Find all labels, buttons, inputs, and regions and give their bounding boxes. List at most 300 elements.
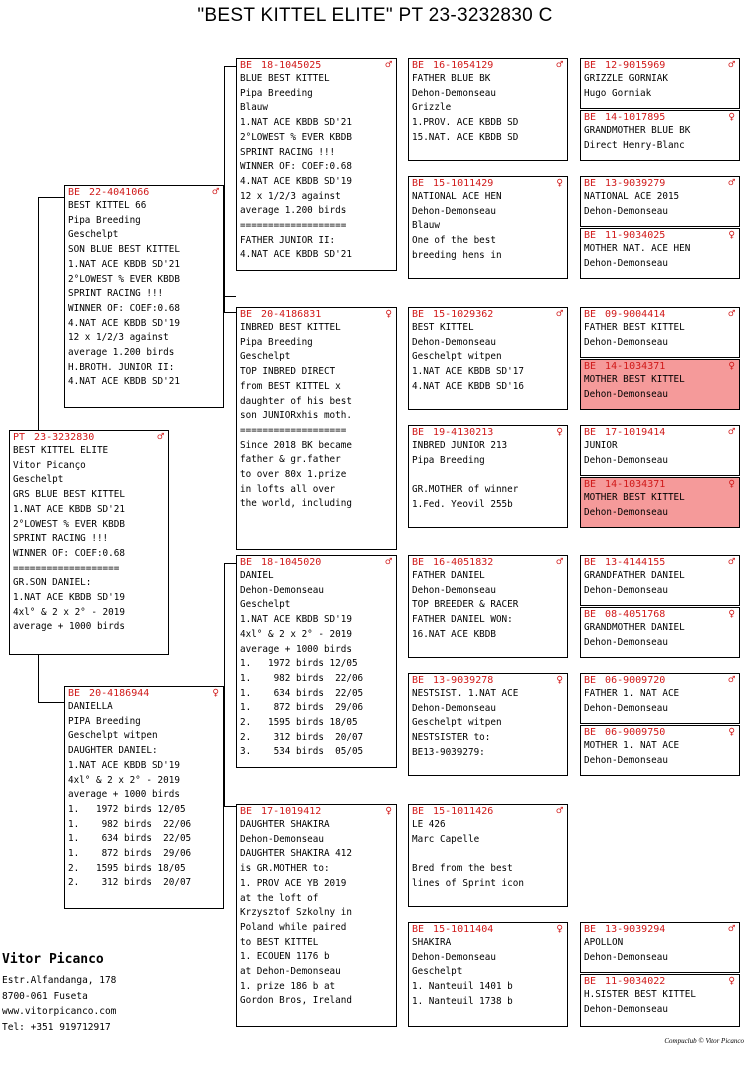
male-icon: ♂ — [556, 804, 563, 817]
card-line: FATHER BLUE BK — [412, 73, 491, 84]
card-line: 4.NAT ACE KBDB SD'21 — [68, 376, 180, 388]
male-icon: ♂ — [157, 430, 164, 443]
card-line: 2. 312 birds 20/07 — [68, 877, 192, 889]
card-line: 1. 1972 birds 12/05 — [240, 658, 358, 670]
card-line: at Dehon-Demonseau — [240, 966, 341, 978]
card-line: 4.NAT ACE KBDB SD'16 — [412, 380, 524, 392]
card-line: Dehon-Demonseau — [412, 87, 496, 99]
pigeon-card-g5[interactable] — [580, 673, 740, 724]
country-code: BE — [584, 309, 597, 320]
pigeon-card-fmf[interactable] — [408, 307, 568, 410]
card-header — [581, 556, 739, 569]
male-icon: ♂ — [728, 922, 735, 935]
card-line: Dehon-Demonseau — [584, 336, 668, 348]
card-line: FATHER DANIEL — [412, 570, 485, 581]
card-line: WINNER OF: COEF:0.68 — [240, 161, 352, 173]
card-line: Dehon-Demonseau — [584, 506, 668, 518]
ring-number: 19-4130213 — [433, 427, 494, 438]
pigeon-card-mother[interactable] — [64, 686, 224, 909]
ring-number: 18-1045025 — [261, 60, 322, 71]
pigeon-card-mmm[interactable] — [408, 922, 568, 1027]
pigeon-card-g5[interactable] — [580, 176, 740, 227]
card-line: Grizzle — [412, 102, 452, 114]
ring-number: 22-4041066 — [89, 187, 150, 198]
ring-number: 14-1034371 — [605, 479, 666, 490]
card-line: 2. 312 birds 20/07 — [240, 731, 364, 743]
card-line: PIPA Breeding — [68, 715, 141, 727]
pigeon-card-g5[interactable] — [580, 110, 740, 161]
connector-line — [224, 563, 236, 564]
card-line: NATIONAL ACE HEN — [412, 191, 502, 202]
ring-number: 23-3232830 — [34, 432, 95, 443]
card-body — [409, 439, 567, 513]
card-line: Dehon-Demonseau — [584, 754, 668, 766]
connector-line — [224, 66, 225, 312]
card-header — [581, 975, 739, 988]
ring-number: 13-9039294 — [605, 924, 666, 935]
pigeon-card-g5-highlighted[interactable] — [580, 477, 740, 528]
card-body — [581, 687, 739, 716]
card-line: 1.NAT ACE KBDB SD'19 — [13, 592, 125, 604]
card-line: NATIONAL ACE 2015 — [584, 191, 680, 202]
card-body — [237, 818, 396, 1009]
card-header — [237, 805, 396, 818]
country-code: BE — [240, 557, 253, 568]
card-line: from BEST KITTEL x — [240, 380, 341, 392]
card-line: BLUE BEST KITTEL — [240, 73, 330, 84]
pigeon-card-mmf[interactable] — [408, 804, 568, 907]
card-line: WINNER OF: COEF:0.68 — [13, 547, 125, 559]
pigeon-card-g5-highlighted[interactable] — [580, 359, 740, 410]
card-line: Geschelpt — [412, 966, 463, 978]
card-line: GRANDFATHER DANIEL — [584, 570, 685, 581]
pigeon-card-fmm[interactable] — [408, 425, 568, 528]
card-body — [581, 321, 739, 350]
card-line: 1.NAT ACE KBDB SD'21 — [13, 503, 125, 515]
card-line: SHAKIRA — [412, 937, 452, 948]
ring-number: 16-1054129 — [433, 60, 494, 71]
owner-postal: 8700-061 Fuseta — [2, 990, 88, 1002]
card-line: MOTHER BEST KITTEL — [584, 374, 685, 385]
card-line: 4.NAT ACE KBDB SD'19 — [68, 317, 180, 329]
card-line: Dehon-Demonseau — [240, 833, 324, 845]
card-line: FATHER JUNIOR II: — [240, 234, 336, 246]
card-header — [409, 177, 567, 190]
country-code: BE — [584, 479, 597, 490]
female-icon: ♀ — [556, 176, 563, 189]
connector-line — [224, 806, 236, 807]
pigeon-card-mm[interactable] — [236, 804, 397, 1027]
card-line: 1.PROV. ACE KBDB SD — [412, 117, 519, 129]
female-icon: ♀ — [728, 477, 735, 490]
country-code: BE — [412, 178, 425, 189]
pigeon-card-g5[interactable] — [580, 228, 740, 279]
male-icon: ♂ — [385, 58, 392, 71]
pigeon-card-g5[interactable] — [580, 307, 740, 358]
card-body — [581, 373, 739, 402]
card-line: Dehon-Demonseau — [412, 702, 496, 714]
card-line: INBRED JUNIOR 213 — [412, 440, 508, 451]
card-line: Dehon-Demonseau — [584, 388, 668, 400]
ring-number: 20-4186831 — [261, 309, 322, 320]
card-line — [412, 468, 567, 483]
card-line: Dehon-Demonseau — [584, 205, 668, 217]
male-icon: ♂ — [556, 555, 563, 568]
card-line: 1.NAT ACE KBDB SD'17 — [412, 366, 524, 378]
ring-number: 20-4186944 — [89, 688, 150, 699]
country-code: BE — [412, 806, 425, 817]
country-code: BE — [584, 178, 597, 189]
female-icon: ♀ — [385, 307, 392, 320]
card-line: 1. Nanteuil 1738 b — [412, 995, 513, 1007]
card-line: SON BLUE BEST KITTEL — [68, 244, 180, 256]
card-line: GRS BLUE BEST KITTEL — [13, 489, 125, 501]
card-body — [409, 687, 567, 761]
country-code: PT — [13, 432, 26, 443]
card-body — [409, 190, 567, 264]
pigeon-card-g5[interactable] — [580, 58, 740, 109]
card-body — [581, 439, 739, 468]
card-line: 1. 634 birds 22/05 — [240, 687, 364, 699]
card-line: 12 x 1/2/3 against — [68, 332, 169, 344]
card-line: Geschelpt witpen — [412, 351, 502, 363]
card-line: DAUGHTER DANIEL: — [68, 745, 158, 757]
connector-line — [224, 312, 236, 313]
card-line: NESTSIST. 1.NAT ACE — [412, 688, 519, 699]
pigeon-card-fff[interactable] — [408, 58, 568, 161]
country-code: BE — [584, 727, 597, 738]
pigeon-card-mfm[interactable] — [408, 673, 568, 776]
pigeon-card-g5[interactable] — [580, 725, 740, 776]
card-line: 2. 1595 birds 18/05 — [240, 717, 358, 729]
card-line: Blauw — [240, 102, 268, 114]
pigeon-card-g5[interactable] — [580, 974, 740, 1027]
card-line: 2°LOWEST % EVER KBDB — [13, 518, 125, 530]
card-body — [237, 569, 396, 760]
card-body — [10, 444, 168, 635]
card-line: 1. prize 186 b at — [240, 980, 336, 992]
card-body — [581, 72, 739, 101]
male-icon: ♂ — [728, 425, 735, 438]
card-line: is GR.MOTHER to: — [240, 863, 330, 875]
card-line: BE13-9039279: — [412, 746, 485, 758]
card-header — [581, 726, 739, 739]
card-line: 1. 982 birds 22/06 — [240, 672, 364, 684]
pigeon-card-subject[interactable] — [9, 430, 169, 655]
male-icon: ♂ — [728, 307, 735, 320]
country-code: BE — [240, 309, 253, 320]
card-line: to BEST KITTEL — [240, 936, 319, 948]
card-line: Bred from the best — [412, 863, 513, 875]
card-header — [581, 478, 739, 491]
card-line: H.SISTER BEST KITTEL — [584, 989, 696, 1000]
card-line: Dehon-Demonseau — [584, 951, 668, 963]
card-header — [581, 426, 739, 439]
pigeon-card-g5[interactable] — [580, 555, 740, 606]
card-line: Dehon-Demonseau — [412, 584, 496, 596]
card-line: DAUGHTER SHAKIRA — [240, 819, 330, 830]
ring-number: 08-4051768 — [605, 609, 666, 620]
card-body — [581, 621, 739, 650]
card-header — [581, 177, 739, 190]
card-header — [581, 360, 739, 373]
country-code: BE — [68, 688, 81, 699]
country-code: BE — [412, 924, 425, 935]
female-icon: ♀ — [728, 228, 735, 241]
card-line: APOLLON — [584, 937, 624, 948]
card-header — [65, 186, 223, 199]
female-icon: ♀ — [728, 359, 735, 372]
card-header — [581, 674, 739, 687]
card-line: SPRINT RACING !!! — [240, 146, 336, 158]
ring-number: 13-9039279 — [605, 178, 666, 189]
country-code: BE — [584, 557, 597, 568]
card-line: 1. 982 birds 22/06 — [68, 818, 192, 830]
male-icon: ♂ — [556, 307, 563, 320]
card-line: average + 1000 birds — [68, 789, 180, 801]
card-line: MOTHER NAT. ACE HEN — [584, 243, 691, 254]
card-line: Gordon Bros, Ireland — [240, 995, 352, 1007]
ring-number: 12-9015969 — [605, 60, 666, 71]
card-line: in lofts all over — [240, 483, 336, 495]
country-code: BE — [584, 230, 597, 241]
female-icon: ♀ — [728, 607, 735, 620]
ring-number: 16-4051832 — [433, 557, 494, 568]
card-header — [581, 111, 739, 124]
card-line: Marc Capelle — [412, 833, 480, 845]
card-line: 1. 872 birds 29/06 — [240, 702, 364, 714]
card-line: father & gr.father — [240, 454, 341, 466]
card-line: Dehon-Demonseau — [584, 584, 668, 596]
card-header — [409, 556, 567, 569]
ring-number: 15-1029362 — [433, 309, 494, 320]
card-header — [581, 308, 739, 321]
card-line: NESTSISTER to: — [412, 732, 491, 744]
card-line: Pipa Breeding — [240, 87, 313, 99]
ring-number: 06-9009750 — [605, 727, 666, 738]
card-body — [409, 936, 567, 1010]
card-line: 2. 1595 birds 18/05 — [68, 862, 186, 874]
ring-number: 15-1011429 — [433, 178, 494, 189]
card-body — [581, 988, 739, 1017]
card-line: JUNIOR — [584, 440, 618, 451]
connector-line — [38, 702, 64, 703]
male-icon: ♂ — [556, 58, 563, 71]
card-line: MOTHER BEST KITTEL — [584, 492, 685, 503]
card-header — [409, 59, 567, 72]
card-line: 15.NAT. ACE KBDB SD — [412, 131, 519, 143]
card-line: DANIEL — [240, 570, 274, 581]
card-line: GR.SON DANIEL: — [13, 577, 92, 589]
card-line: GRANDMOTHER DANIEL — [584, 622, 685, 633]
card-body — [581, 242, 739, 271]
card-line: SPRINT RACING !!! — [68, 288, 164, 300]
card-body — [409, 321, 567, 395]
card-line: Dehon-Demonseau — [584, 702, 668, 714]
card-header — [581, 608, 739, 621]
card-line: 4xl° & 2 x 2° - 2019 — [68, 774, 180, 786]
card-line: FATHER BEST KITTEL — [584, 322, 685, 333]
card-line: 1.NAT ACE KBDB SD'21 — [240, 117, 352, 129]
ring-number: 14-1017895 — [605, 112, 666, 123]
pigeon-card-g5[interactable] — [580, 607, 740, 658]
card-line: 1.Fed. Yeovil 255b — [412, 498, 513, 510]
card-line: average 1.200 birds — [240, 205, 347, 217]
card-body — [581, 491, 739, 520]
pigeon-card-mff[interactable] — [408, 555, 568, 658]
male-icon: ♂ — [728, 673, 735, 686]
card-line: INBRED BEST KITTEL — [240, 322, 341, 333]
card-line: Geschelpt — [240, 351, 291, 363]
country-code: BE — [584, 60, 597, 71]
card-line: average + 1000 birds — [240, 643, 352, 655]
male-icon: ♂ — [728, 555, 735, 568]
pigeon-card-ff[interactable] — [236, 58, 397, 271]
card-line: 3. 534 birds 05/05 — [240, 746, 364, 758]
card-body — [65, 199, 223, 390]
card-line: son JUNIORxhis moth. — [240, 410, 352, 422]
card-line: 1. PROV ACE YB 2019 — [240, 877, 347, 889]
country-code: BE — [584, 924, 597, 935]
pigeon-card-g5[interactable] — [580, 425, 740, 476]
male-icon: ♂ — [728, 176, 735, 189]
card-line: 4xl° & 2 x 2° - 2019 — [240, 628, 352, 640]
country-code: BE — [584, 976, 597, 987]
card-line: breeding hens in — [412, 249, 502, 261]
card-body — [237, 321, 396, 512]
connector-line — [224, 563, 225, 807]
owner-contact — [2, 952, 116, 1035]
country-code: BE — [412, 427, 425, 438]
country-code: BE — [584, 112, 597, 123]
card-line: Dehon-Demonseau — [584, 636, 668, 648]
card-line: 4.NAT ACE KBDB SD'19 — [240, 175, 352, 187]
ring-number: 17-1019412 — [261, 806, 322, 817]
card-line: Poland while paired — [240, 921, 347, 933]
ring-number: 18-1045020 — [261, 557, 322, 568]
owner-phone: Tel: +351 919712917 — [2, 1021, 111, 1033]
card-header — [10, 431, 168, 444]
card-line: FATHER DANIEL WON: — [412, 614, 513, 626]
pedigree-title: "BEST KITTEL ELITE" PT 23-3232830 C — [197, 5, 553, 26]
card-line: Geschelpt witpen — [412, 717, 502, 729]
card-line: Vitor Picanço — [13, 459, 86, 471]
card-line: 1.NAT ACE KBDB SD'19 — [68, 759, 180, 771]
country-code: BE — [412, 675, 425, 686]
card-header — [409, 308, 567, 321]
card-line: 16.NAT ACE KBDB — [412, 628, 496, 640]
card-line: GRANDMOTHER BLUE BK — [584, 125, 691, 136]
ring-number: 15-1011404 — [433, 924, 494, 935]
card-header — [237, 308, 396, 321]
card-line: Dehon-Demonseau — [584, 454, 668, 466]
card-line: Dehon-Demonseau — [240, 584, 324, 596]
card-body — [409, 818, 567, 892]
female-icon: ♀ — [728, 110, 735, 123]
card-header — [409, 426, 567, 439]
ring-number: 11-9034025 — [605, 230, 666, 241]
card-line: Geschelpt — [240, 599, 291, 611]
card-line: H.BROTH. JUNIOR II: — [68, 361, 175, 373]
card-header — [581, 59, 739, 72]
card-line: Direct Henry-Blanc — [584, 139, 685, 151]
card-line: Pipa Breeding — [412, 454, 485, 466]
pigeon-card-father[interactable] — [64, 185, 224, 408]
ring-number: 11-9034022 — [605, 976, 666, 987]
card-line: 4xl° & 2 x 2° - 2019 — [13, 606, 125, 618]
owner-name: Vitor Picanco — [2, 952, 104, 967]
card-body — [581, 936, 739, 965]
card-header — [65, 687, 223, 700]
card-body — [581, 124, 739, 153]
card-line: =================== — [13, 562, 120, 574]
card-line: lines of Sprint icon — [412, 877, 524, 889]
card-line — [412, 847, 567, 862]
male-icon: ♂ — [728, 58, 735, 71]
pigeon-card-mf[interactable] — [236, 555, 397, 768]
pigeon-card-g5[interactable] — [580, 922, 740, 973]
card-line: Blauw — [412, 220, 440, 232]
card-line: One of the best — [412, 235, 496, 247]
card-line: 2°LOWEST % EVER KBDB — [68, 273, 180, 285]
card-line: Dehon-Demonseau — [412, 336, 496, 348]
card-line: Dehon-Demonseau — [584, 257, 668, 269]
card-line: Hugo Gorniak — [584, 87, 652, 99]
card-body — [409, 72, 567, 146]
country-code: BE — [584, 427, 597, 438]
card-line: LE 426 — [412, 819, 446, 830]
pigeon-card-ffm[interactable] — [408, 176, 568, 279]
card-line: average + 1000 birds — [13, 621, 125, 633]
ring-number: 06-9009720 — [605, 675, 666, 686]
ring-number: 15-1011426 — [433, 806, 494, 817]
female-icon: ♀ — [728, 725, 735, 738]
card-body — [237, 72, 396, 263]
card-header — [409, 805, 567, 818]
card-header — [409, 923, 567, 936]
owner-website[interactable]: www.vitorpicanco.com — [2, 1006, 117, 1017]
card-line: DAUGHTER SHAKIRA 412 — [240, 848, 352, 860]
card-line: GR.MOTHER of winner — [412, 484, 519, 496]
card-line: BEST KITTEL ELITE — [13, 445, 109, 456]
card-line: Dehon-Demonseau — [412, 951, 496, 963]
card-line: FATHER 1. NAT ACE — [584, 688, 680, 699]
country-code: BE — [584, 361, 597, 372]
female-icon: ♀ — [556, 425, 563, 438]
card-line: 1.NAT ACE KBDB SD'21 — [68, 258, 180, 270]
card-line: Pipa Breeding — [68, 214, 141, 226]
female-icon: ♀ — [556, 673, 563, 686]
card-line: 1. 634 birds 22/05 — [68, 833, 192, 845]
female-icon: ♀ — [556, 922, 563, 935]
ring-number: 13-4144155 — [605, 557, 666, 568]
card-line: Dehon-Demonseau — [412, 205, 496, 217]
card-line: Geschelpt — [13, 474, 64, 486]
card-line: Krzysztof Szkolny in — [240, 907, 352, 919]
card-line: Pipa Breeding — [240, 336, 313, 348]
female-icon: ♀ — [212, 686, 219, 699]
country-code: BE — [412, 309, 425, 320]
card-body — [581, 190, 739, 219]
ring-number: 17-1019414 — [605, 427, 666, 438]
ring-number: 14-1034371 — [605, 361, 666, 372]
pigeon-card-fm[interactable] — [236, 307, 397, 550]
card-line: 1. Nanteuil 1401 b — [412, 981, 513, 993]
card-header — [581, 923, 739, 936]
country-code: BE — [584, 609, 597, 620]
card-line: TOP BREEDER & RACER — [412, 599, 519, 611]
female-icon: ♀ — [385, 804, 392, 817]
